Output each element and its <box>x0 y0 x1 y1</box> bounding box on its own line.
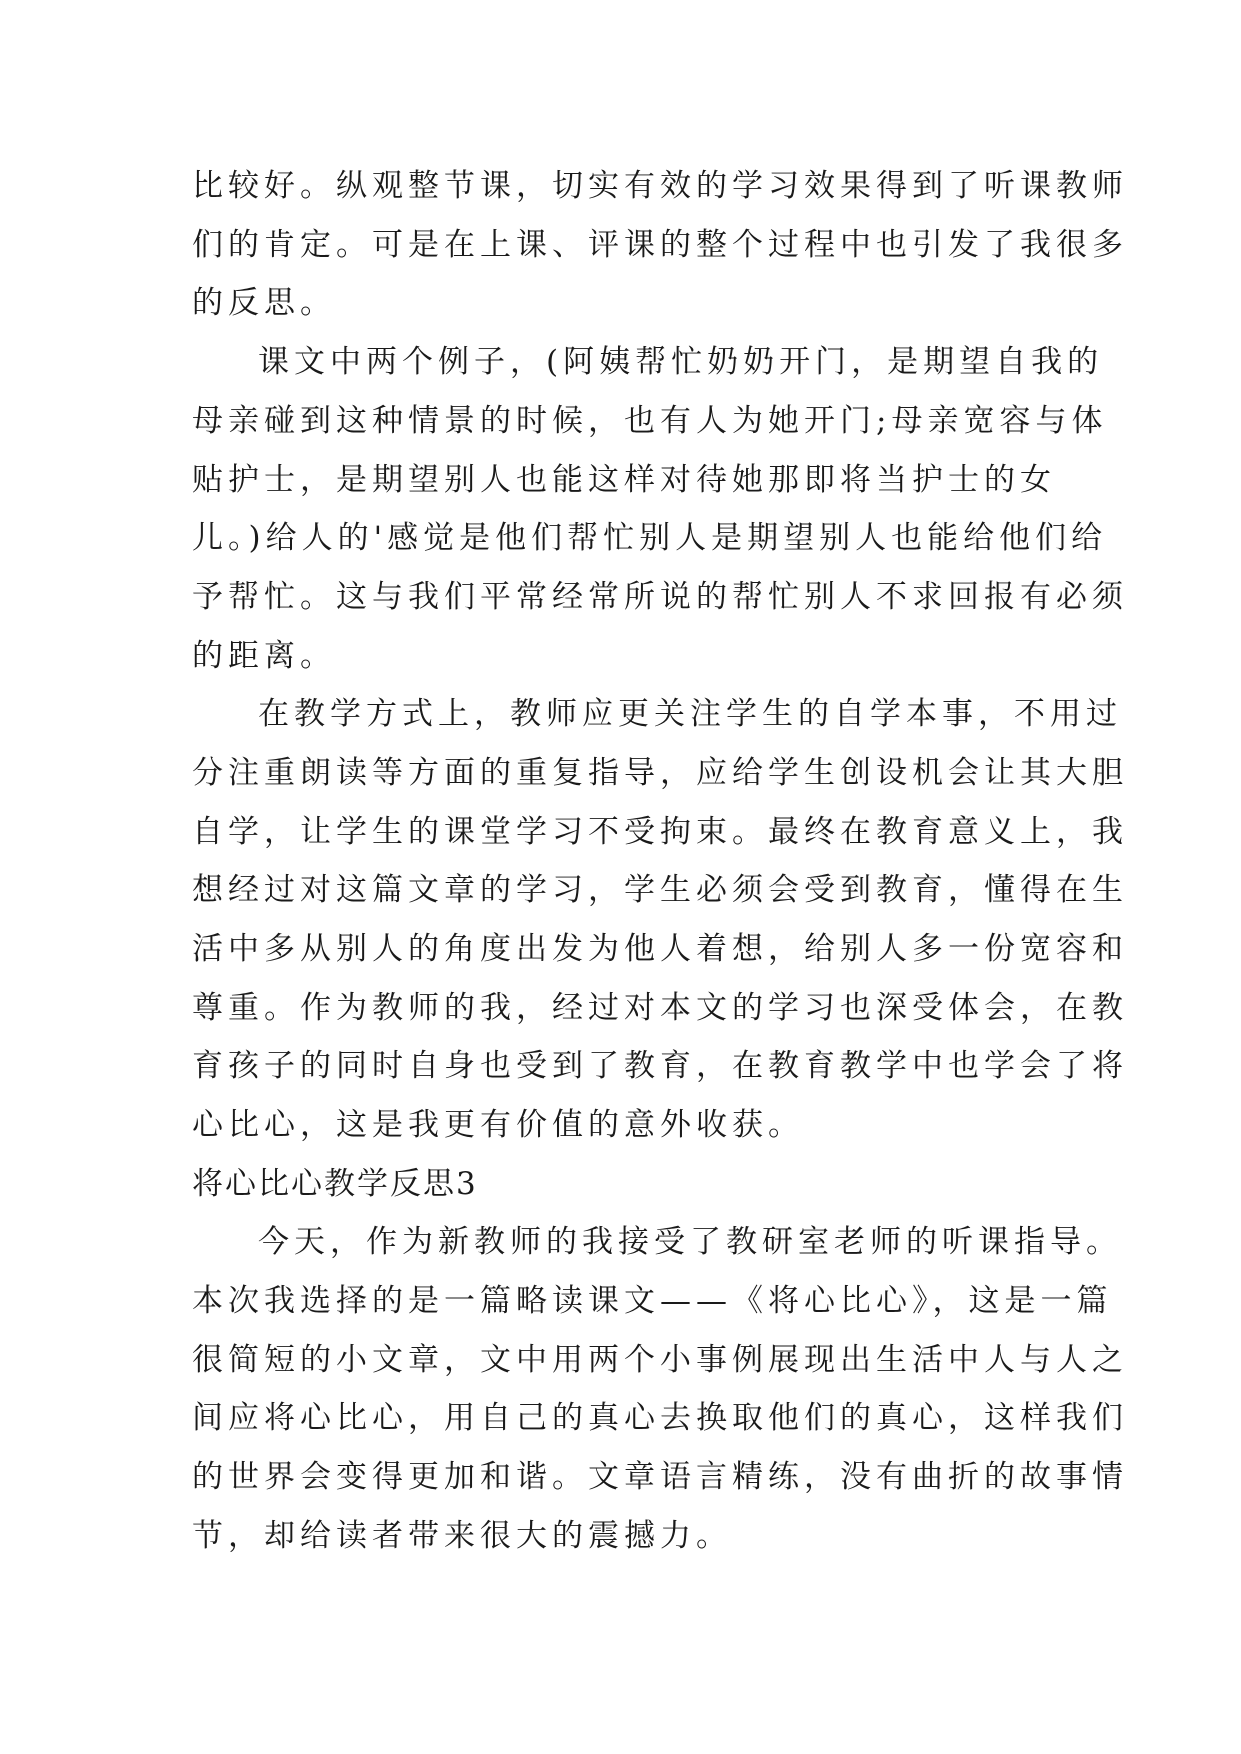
paragraph-line: 的世界会变得更加和谐。文章语言精练，没有曲折的故事情 <box>192 1459 1128 1495</box>
paragraph-line: 间应将心比心，用自己的真心去换取他们的真心，这样我们 <box>192 1400 1128 1436</box>
section-heading: 将心比心教学反思3 <box>192 1166 478 1202</box>
paragraph-line: 在教学方式上，教师应更关注学生的自学本事，不用过 <box>258 696 1122 732</box>
paragraph-line: 想经过对这篇文章的学习，学生必须会受到教育，懂得在生 <box>192 872 1128 908</box>
paragraph-line: 儿。)给人的'感觉是他们帮忙别人是期望别人也能给他们给 <box>192 520 1108 556</box>
paragraph-line: 们的肯定。可是在上课、评课的整个过程中也引发了我很多 <box>192 227 1128 263</box>
paragraph-line: 今天，作为新教师的我接受了教研室老师的听课指导。 <box>258 1224 1122 1260</box>
paragraph-line: 予帮忙。这与我们平常经常所说的帮忙别人不求回报有必须 <box>192 579 1128 615</box>
paragraph-line: 贴护士，是期望别人也能这样对待她那即将当护士的女 <box>192 462 1056 498</box>
paragraph-line: 育孩子的同时自身也受到了教育，在教育教学中也学会了将 <box>192 1048 1128 1084</box>
paragraph-line: 自学，让学生的课堂学习不受拘束。最终在教育意义上，我 <box>192 814 1128 850</box>
paragraph-line: 的反思。 <box>192 285 336 321</box>
paragraph-line: 很简短的小文章，文中用两个小事例展现出生活中人与人之 <box>192 1342 1128 1378</box>
paragraph-line: 母亲碰到这种情景的时候，也有人为她开门;母亲宽容与体 <box>192 403 1108 439</box>
paragraph-line: 比较好。纵观整节课，切实有效的学习效果得到了听课教师 <box>192 168 1128 204</box>
paragraph-line: 尊重。作为教师的我，经过对本文的学习也深受体会，在教 <box>192 990 1128 1026</box>
paragraph-line: 本次我选择的是一篇略读课文——《将心比心》，这是一篇 <box>192 1283 1113 1319</box>
paragraph-line: 节，却给读者带来很大的震撼力。 <box>192 1518 732 1554</box>
paragraph-line: 课文中两个例子，(阿姨帮忙奶奶开门，是期望自我的 <box>258 344 1104 380</box>
paragraph-line: 的距离。 <box>192 638 336 674</box>
paragraph-line: 分注重朗读等方面的重复指导，应给学生创设机会让其大胆 <box>192 755 1128 791</box>
paragraph-line: 活中多从别人的角度出发为他人着想，给别人多一份宽容和 <box>192 931 1128 967</box>
paragraph-line: 心比心，这是我更有价值的意外收获。 <box>192 1107 804 1143</box>
